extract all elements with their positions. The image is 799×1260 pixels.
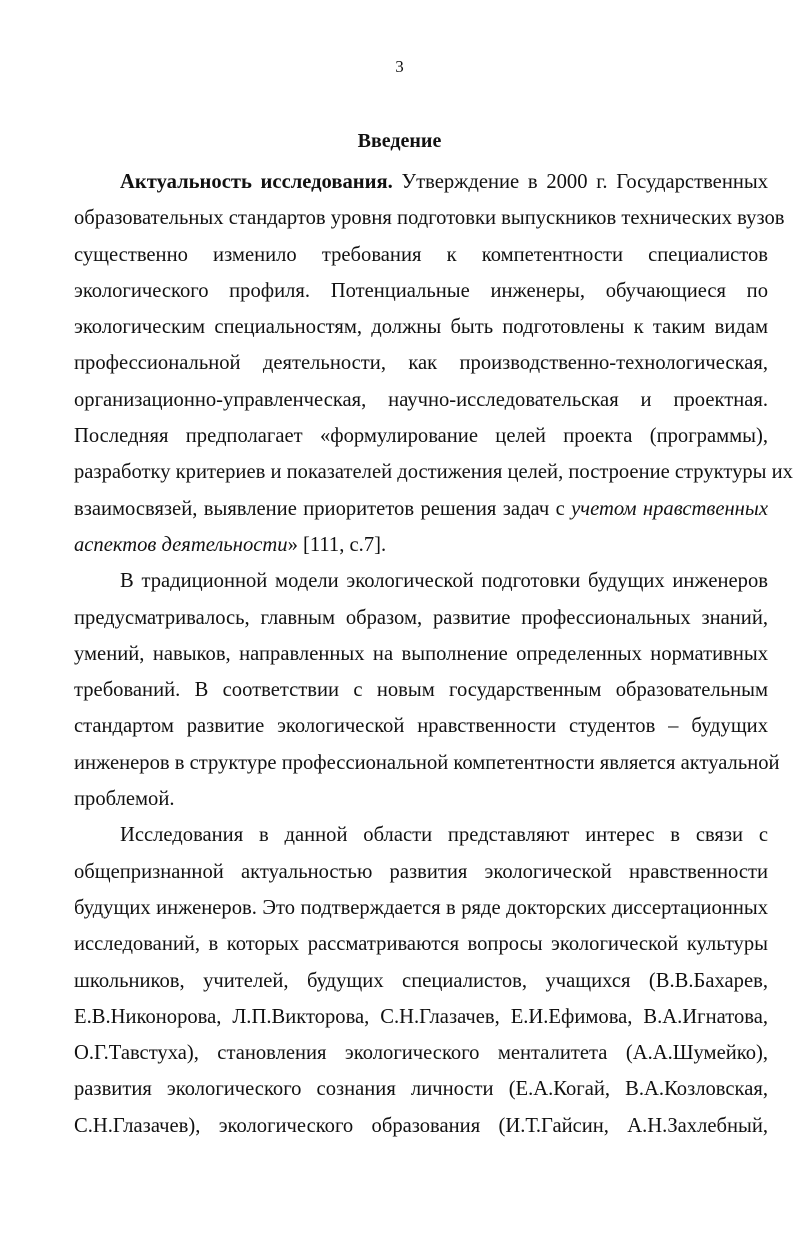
paragraph-1-line-6: профессиональной деятельности, как производственно-технологическая, [74, 352, 768, 375]
lead-phrase: Актуальность исследования. [120, 171, 393, 193]
paragraph-3-line-9: С.Н.Глазачев), экологического образования (И.Т.Гайсин, А.Н.Захлебный, [74, 1114, 768, 1137]
paragraph-3-line-1: Исследования в данной области представляют интерес в связи с [120, 824, 768, 847]
paragraph-3-line-7: О.Г.Тавстуха), становления экологического менталитета (А.А.Шумейко), [74, 1042, 768, 1065]
italic-phrase-1: учетом нравственных [571, 497, 768, 520]
paragraph-2-line-7: проблемой. [74, 788, 175, 811]
paragraph-1-line-7: организационно-управленческая, научно-исследовательская и проектная. [74, 388, 768, 411]
paragraph-1-line-8: Последняя предполагает «формулирование целей проекта (программы), [74, 425, 768, 448]
paragraph-1-line-4: экологического профиля. Потенциальные инженеры, обучающиеся по [74, 279, 768, 302]
section-heading: Введение [357, 130, 442, 152]
paragraph-1-line-2: образовательных стандартов уровня подготовки выпускников технических вузов [74, 207, 785, 230]
paragraph-1-line-3: существенно изменило требования к компетентности специалистов [74, 243, 768, 266]
body-text [74, 164, 793, 1144]
italic-phrase-2: аспектов деятельности [74, 533, 288, 556]
paragraph-2-line-1: В традиционной модели экологической подготовки будущих инженеров [120, 570, 768, 593]
paragraph-3-line-2: общепризнанной актуальностью развития экологической нравственности [74, 860, 768, 883]
paragraph-2-line-4: требований. В соответствии с новым государственным образовательным [74, 679, 768, 702]
paragraph-2-line-6: инженеров в структуре профессиональной компетентности является актуальной [74, 751, 780, 774]
paragraph-1-line-1: Актуальность исследования. Утверждение в 2000 г. Государственных [120, 171, 768, 193]
paragraph-3-line-3: будущих инженеров. Это подтверждается в ряде докторских диссертационных [74, 896, 768, 919]
paragraph-1-line-11: аспектов деятельности» [111, с.7]. [74, 533, 387, 556]
paragraph-1-line-5: экологическим специальностям, должны быть подготовлены к таким видам [74, 316, 768, 339]
paragraph-1-line-9: разработку критериев и показателей достижения целей, построение структуры их [74, 461, 793, 484]
paragraph-1-line-10: взаимосвязей, выявление приоритетов решения задач с учетом нравственных [74, 497, 768, 520]
paragraph-3-line-4: исследований, в которых рассматриваются вопросы экологической культуры [74, 933, 768, 956]
paragraph-3-line-8: развития экологического сознания личности (Е.А.Когай, В.А.Козловская, [74, 1078, 768, 1101]
page-number: 3 [395, 57, 404, 76]
paragraph-2-line-5: стандартом развитие экологической нравственности студентов – будущих [74, 715, 768, 738]
paragraph-3-line-5: школьников, учителей, будущих специалистов, учащихся (В.В.Бахарев, [74, 969, 768, 992]
paragraph-2-line-3: умений, навыков, направленных на выполнение определенных нормативных [74, 642, 768, 665]
paragraph-2-line-2: предусматривалось, главным образом, развитие профессиональных знаний, [74, 606, 768, 629]
paragraph-3-line-6: Е.В.Никонорова, Л.П.Викторова, С.Н.Глазачев, Е.И.Ефимова, В.А.Игнатова, [74, 1005, 768, 1028]
